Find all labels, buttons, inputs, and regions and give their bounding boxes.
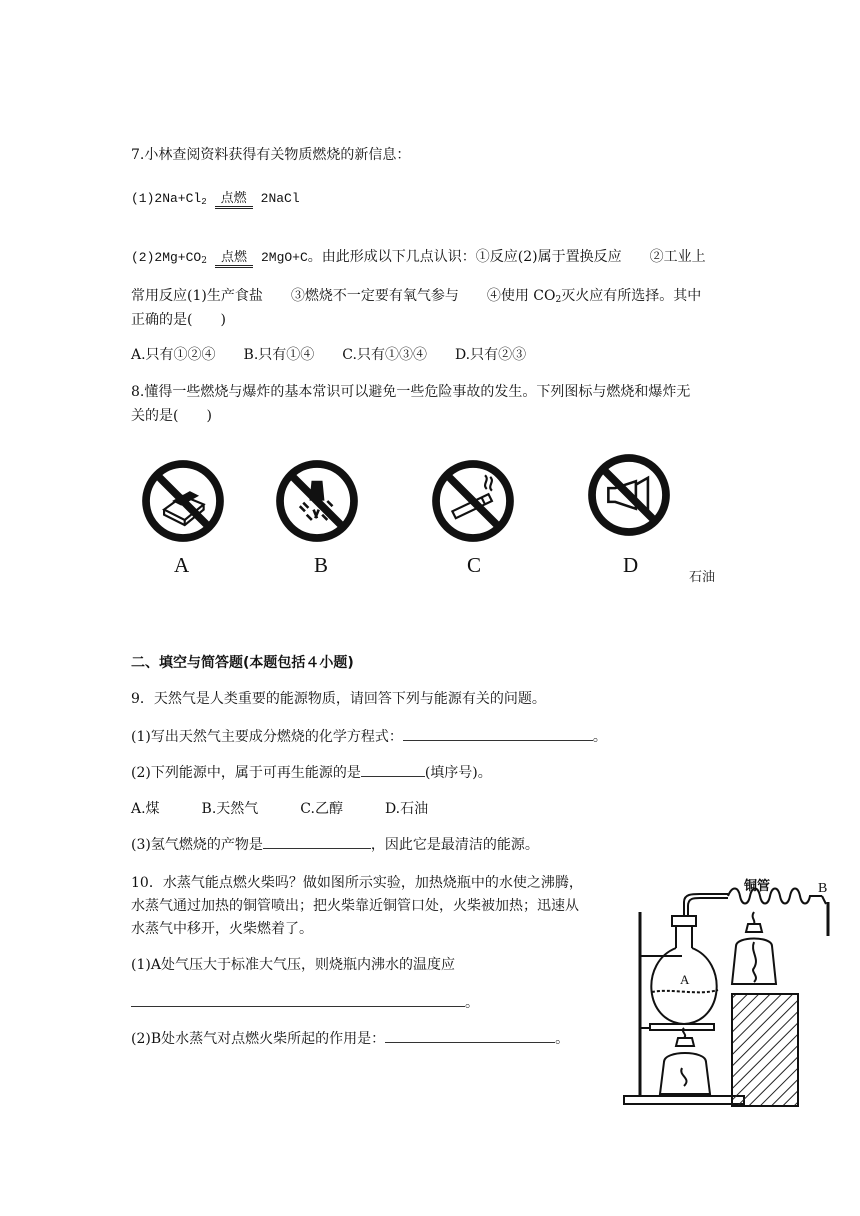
q10-part-2: (2)B处水蒸气对点燃火柴所起的作用是： 。: [131, 1031, 570, 1047]
q7-equation-1: $(1)2Na+Cl_2$ 点燃 2NaCl: [131, 191, 300, 207]
q10-part-1: (1)A处气压大于标准大气压，则烧瓶内沸水的温度应: [131, 957, 455, 973]
reaction-condition: 点燃: [215, 191, 253, 209]
q9-part-1: (1)写出天然气主要成分燃烧的化学方程式： 。: [131, 729, 607, 745]
q10-stem-1: 10．水蒸气能点燃火柴吗？做如图所示实验，加热烧瓶中的水使之沸腾，: [131, 875, 583, 891]
label-b: B: [818, 881, 828, 896]
answer-blank[interactable]: [385, 1030, 555, 1043]
q10-stem-2: 水蒸气通过加热的铜管喷出；把火柴靠近铜管口处，火柴被加热；迅速从: [131, 898, 579, 914]
label-copper-tube: 铜管: [744, 879, 771, 894]
q8-stem-2: 关的是( ): [131, 408, 212, 424]
section-title: 二、填空与简答题(本题包括４小题): [131, 655, 354, 671]
q7-line3: 常用反应(1)生产食盐 ③燃烧不一定要有氧气参与 ④使用 $CO_2$灭火应有所选择。其中: [131, 288, 702, 305]
no-fireworks-icon: [274, 458, 360, 544]
answer-blank[interactable]: [131, 994, 465, 1007]
answer-blank[interactable]: [403, 728, 593, 741]
no-smoking-icon: [430, 458, 516, 544]
answer-blank[interactable]: [263, 836, 371, 849]
label-a: A: [680, 972, 690, 987]
q9-options: A.煤 B.天然气 C.乙醇 D.石油: [131, 801, 429, 817]
q7-options: A.只有①②④ B.只有①④ C.只有①③④ D.只有②③: [131, 347, 527, 363]
experiment-apparatus: [620, 872, 850, 1110]
q10-stem-3: 水蒸气中移开，火柴燃着了。: [131, 921, 313, 937]
stray-text: 石油: [689, 570, 716, 585]
reaction-condition: 点燃: [215, 250, 253, 268]
q9-stem: 9．天然气是人类重要的能源物质，请回答下列与能源有关的问题。: [131, 691, 546, 707]
icon-label-a: A: [174, 553, 190, 577]
answer-blank[interactable]: [361, 764, 425, 777]
no-honking-icon: [586, 452, 672, 538]
q9-part-3: (3)氢气燃烧的产物是 ，因此它是最清洁的能源。: [131, 837, 539, 853]
q7-stem: 7.小林查阅资料获得有关物质燃烧的新信息：: [131, 147, 411, 163]
icon-label-d: D: [623, 553, 639, 577]
icon-label-b: B: [314, 553, 329, 577]
q7-equation-2: $(2)2Mg+CO_2$ 点燃 2MgO+C。由此形成以下几点认识：①反应(2)属于置换反应 ②工业上: [131, 249, 706, 266]
q7-line4: 正确的是( ): [131, 312, 226, 328]
q10-part-1-answer: 。: [131, 994, 479, 1012]
no-matches-icon: [140, 458, 226, 544]
icon-label-c: C: [467, 553, 482, 577]
q8-stem-1: 8.懂得一些燃烧与爆炸的基本常识可以避免一些危险事故的发生。下列图标与燃烧和爆炸无: [131, 384, 691, 400]
q9-part-2: (2)下列能源中，属于可再生能源的是 (填序号)。: [131, 765, 492, 781]
